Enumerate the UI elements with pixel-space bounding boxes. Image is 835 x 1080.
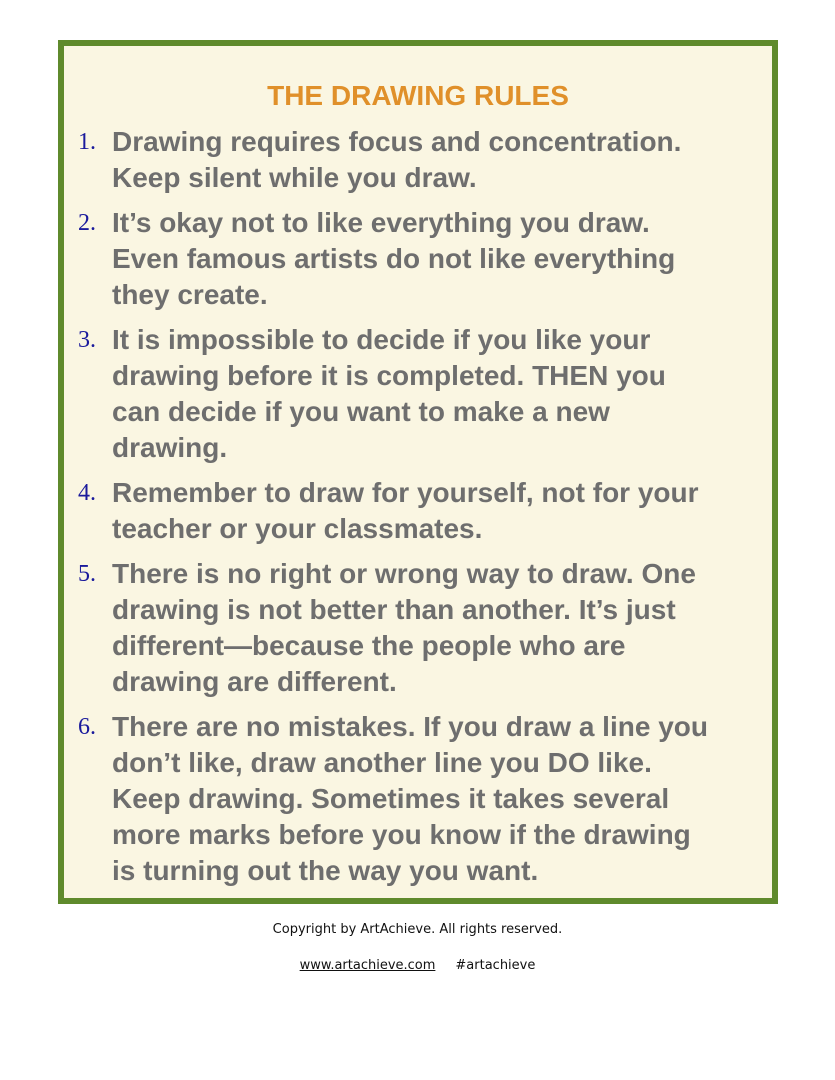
rule-line: It’s okay not to like everything you draw. [112,207,650,238]
rule-line: drawing are different. [112,666,397,697]
rule-number: 3. [78,327,96,353]
rule-line: drawing before it is completed. THEN you [112,360,666,391]
poster-title: THE DRAWING RULES [267,80,569,111]
rule-line: Remember to draw for yourself, not for your [112,477,699,508]
footer-links [0,958,835,973]
rule-number: 4. [78,480,96,506]
rule-line: they create. [112,279,268,310]
rule-line: It is impossible to decide if you like your [112,324,651,355]
rule-item-6 [78,709,768,889]
rule-number: 6. [78,714,96,740]
rule-line: can decide if you want to make a new [112,396,610,427]
rule-item-2 [78,205,768,313]
rule-text [112,475,768,547]
rule-text [112,556,768,700]
website-link[interactable]: www.artachieve.com [299,958,436,973]
rule-line: Drawing requires focus and concentration. [112,126,682,157]
rule-line: There are no mistakes. If you draw a line you [112,711,708,742]
rules-poster [58,40,778,904]
copyright-notice: Copyright by ArtAchieve. All rights reserved. [272,922,563,937]
rules-list [78,124,768,898]
rule-line: more marks before you know if the drawing [112,819,691,850]
rule-item-4 [78,475,768,547]
rule-line: Keep drawing. Sometimes it takes several [112,783,670,814]
rule-number: 5. [78,561,96,587]
rule-line: Even famous artists do not like everything [112,243,676,274]
rule-line: drawing. [112,432,228,463]
rule-text [112,709,768,889]
rule-number: 1. [78,129,96,155]
rule-line: teacher or your classmates. [112,513,483,544]
rule-text [112,322,768,466]
rule-line: different—because the people who are [112,630,626,661]
rule-line: don’t like, draw another line you DO like. [112,747,652,778]
rule-item-5 [78,556,768,700]
hashtag-text: #artachieve [455,958,536,973]
rule-item-3 [78,322,768,466]
rule-text [112,205,768,313]
rule-number: 2. [78,210,96,236]
rule-line: is turning out the way you want. [112,855,539,886]
rule-line: There is no right or wrong way to draw. One [112,558,696,589]
rule-line: Keep silent while you draw. [112,162,477,193]
rule-line: drawing is not better than another. It’s just [112,594,676,625]
rule-item-1 [78,124,768,196]
rule-text [112,124,768,196]
